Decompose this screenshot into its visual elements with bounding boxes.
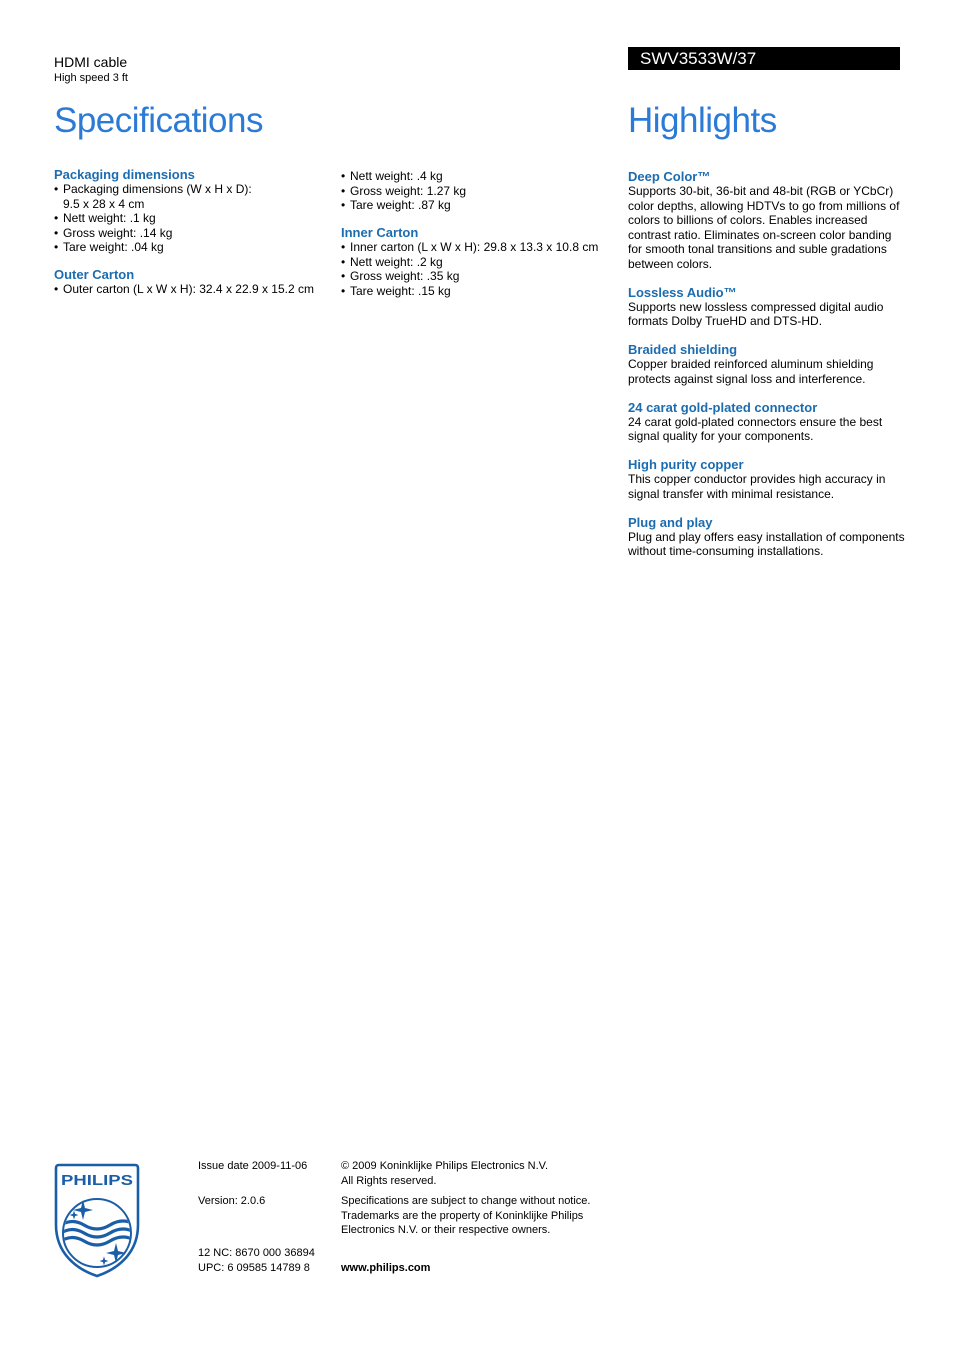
disclaimer-line: Specifications are subject to change without notice. <box>341 1195 591 1207</box>
specifications-title: Specifications <box>54 101 263 140</box>
spec-item-nett-weight: • Nett weight: .4 kg <box>341 169 621 184</box>
highlight-text-line: formats Dolby TrueHD and DTS-HD. <box>628 314 823 328</box>
highlight-gold-plated-connector <box>628 400 928 444</box>
specs-column-middle <box>341 169 621 298</box>
disclaimer-line: Trademarks are the property of Koninklijke Philips <box>341 1209 584 1222</box>
model-number-bar: SWV3533W/37 <box>628 47 900 70</box>
highlight-text-line: Supports new lossless compressed digital audio <box>628 299 884 314</box>
highlight-text-line: color depths, allowing HDTVs to go from millions of <box>628 198 900 213</box>
highlights-column <box>628 169 928 559</box>
highlight-text-line: without time-consuming installations. <box>628 544 824 558</box>
highlight-lossless-audio <box>628 285 928 329</box>
spec-item-gross-weight: • Gross weight: .14 kg <box>54 226 334 241</box>
highlight-heading: Braided shielding <box>628 342 738 357</box>
philips-shield-logo <box>54 1163 140 1279</box>
spec-item-gross-weight: • Gross weight: .35 kg <box>341 269 621 284</box>
website-link[interactable]: www.philips.com <box>341 1262 431 1274</box>
version: Version: 2.0.6 <box>198 1195 266 1207</box>
spec-item-dimensions: • Inner carton (L x W x H): 29.8 x 13.3 x 10.8 cm <box>341 240 621 255</box>
spec-section-heading: Inner Carton <box>341 225 419 240</box>
highlight-text-line: 24 carat gold-plated connectors ensure the best <box>628 414 883 429</box>
spec-item-nett-weight: • Nett weight: .2 kg <box>341 255 621 270</box>
highlight-heading: Lossless Audio™ <box>628 284 737 300</box>
spec-item-dimensions: • Outer carton (L x W x H): 32.4 x 22.9 x 15.2 cm <box>54 282 334 297</box>
highlight-heading: 24 carat gold-plated connector <box>628 399 818 415</box>
highlight-text-line: Supports 30-bit, 36-bit and 48-bit (RGB or YCbCr) <box>628 184 894 198</box>
highlights-title: Highlights <box>628 101 777 140</box>
highlight-text-line: colors to billions of colors. Enables increased <box>628 213 868 227</box>
spec-item-tare-weight: • Tare weight: .87 kg <box>341 198 621 213</box>
spec-item-label: • Packaging dimensions (W x H x D): <box>63 182 252 196</box>
spec-item-gross-weight: • Gross weight: 1.27 kg <box>341 184 621 199</box>
highlight-heading: Plug and play <box>628 514 713 530</box>
spec-section-outer-carton <box>54 267 334 297</box>
highlight-text-line: This copper conductor provides high accuracy in <box>628 472 886 486</box>
issue-date: Issue date 2009-11-06 <box>198 1160 308 1172</box>
disclaimer-line: Electronics N.V. or their respective owners. <box>341 1224 551 1236</box>
highlight-heading: Deep Color™ <box>628 169 711 184</box>
spec-list-outer-carton-continued <box>341 169 621 213</box>
highlight-deep-color <box>628 169 928 271</box>
spec-item-value: 9.5 x 28 x 4 cm <box>63 196 145 211</box>
highlight-text-line: protects against signal loss and interference. <box>628 371 866 386</box>
spec-section-heading: Outer Carton <box>54 267 135 282</box>
spec-list <box>341 240 621 298</box>
highlight-text-line: for smooth tonal transitions and suble gradations <box>628 242 887 256</box>
spec-item-nett-weight: • Nett weight: .1 kg <box>54 211 334 226</box>
highlight-text-line: contrast ratio. Eliminates on-screen color banding <box>628 227 892 242</box>
highlight-text-line: Plug and play offers easy installation of components <box>628 529 905 544</box>
spec-section-heading: Packaging dimensions <box>54 167 195 182</box>
copyright-notice: © 2009 Koninklijke Philips Electronics N.V. <box>341 1160 549 1172</box>
logo-wordmark: PHILIPS <box>61 1172 133 1189</box>
spec-item-tare-weight: • Tare weight: .04 kg <box>54 240 334 255</box>
highlight-text-line: Copper braided reinforced aluminum shielding <box>628 357 874 371</box>
highlight-braided-shielding <box>628 342 928 386</box>
highlight-text-line: between colors. <box>628 256 713 271</box>
rights-notice: All Rights reserved. <box>341 1175 437 1187</box>
highlight-text-line: signal quality for your components. <box>628 429 814 443</box>
spec-section-inner-carton <box>341 225 621 298</box>
product-subtitle: High speed 3 ft <box>54 72 128 84</box>
highlight-text-line: signal transfer with minimal resistance. <box>628 486 835 501</box>
spec-item-dimensions <box>54 182 334 211</box>
spec-item-tare-weight: • Tare weight: .15 kg <box>341 284 621 299</box>
spec-section-packaging-dimensions <box>54 167 334 255</box>
specs-column-left <box>54 167 334 297</box>
upc-code: UPC: 6 09585 14789 8 <box>198 1262 310 1274</box>
spec-list <box>54 182 334 255</box>
highlight-plug-and-play <box>628 515 928 559</box>
highlight-high-purity-copper <box>628 457 928 501</box>
product-name: HDMI cable <box>54 54 128 70</box>
twelve-nc-code: 12 NC: 8670 000 36894 <box>198 1247 315 1259</box>
spec-list <box>54 282 334 297</box>
highlight-heading: High purity copper <box>628 457 744 472</box>
